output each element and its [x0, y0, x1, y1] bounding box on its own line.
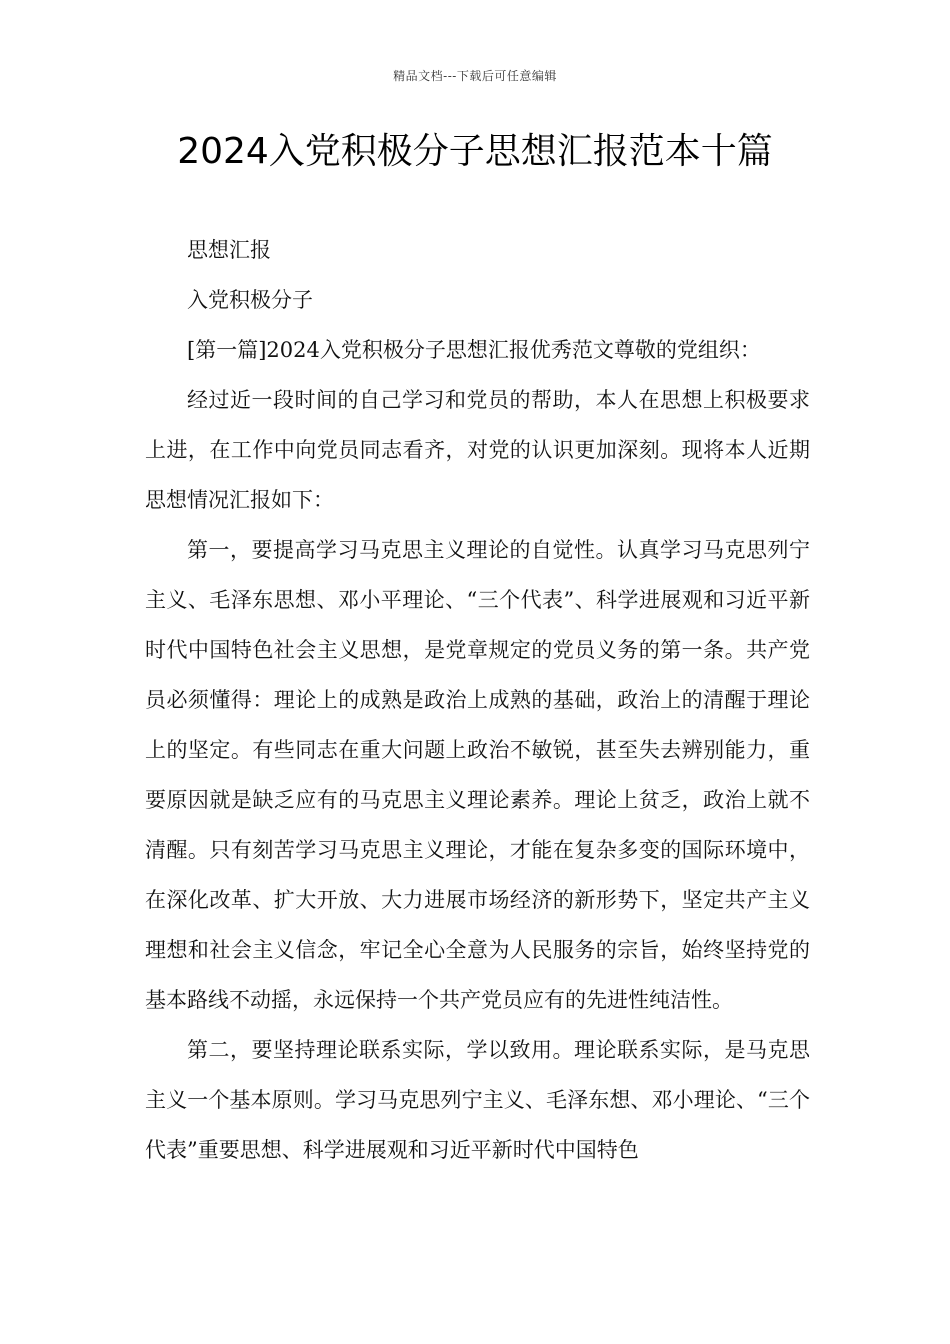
paragraph-heading-report: 思想汇报	[187, 238, 271, 262]
paragraph-heading-activist: 入党积极分子	[187, 288, 313, 312]
paragraph-section-title: [第一篇]2024入党积极分子思想汇报优秀范文尊敬的党组织：	[187, 338, 761, 362]
document-body	[145, 225, 810, 1175]
paragraph-point-two: 第二，要坚持理论联系实际，学以致用。理论联系实际，是马克思主义一个基本原则。学习马克思列宁主义、毛泽东想、邓小理论、“三个代表”重要思想、科学进展观和习近平新时代中国特色	[145, 1038, 810, 1162]
document-title: 2024入党积极分子思想汇报范本十篇	[177, 131, 773, 172]
paragraph-intro: 经过近一段时间的自己学习和党员的帮助，本人在思想上积极要求上进，在工作中向党员同志看齐，对党的认识更加深刻。现将本人近期思想情况汇报如下：	[145, 388, 810, 512]
header-note: 精品文档---下载后可任意编辑	[393, 69, 557, 83]
paragraph-point-one: 第一，要提高学习马克思主义理论的自觉性。认真学习马克思列宁主义、毛泽东思想、邓小平理论、“三个代表”、科学进展观和习近平新时代中国特色社会主义思想，是党章规定的党员义务的第一条。共产党员必须懂得：理论上的成熟是政治上成熟的基础，政治上的清醒于理论上的坚定。有些同志在重大问题上政治不敏锐，甚至失去辨别能力，重要原因就是缺乏应有的马克思主义理论素养。理论上贫乏，政治上就不清醒。只有刻苦学习马克思主义理论，才能在复杂多变的国际环境中，在深化改革、扩大开放、大力进展市场经济的新形势下，坚定共产主义理想和社会主义信念，牢记全心全意为人民服务的宗旨，始终坚持党的基本路线不动摇，永远保持一个共产党员应有的先进性纯洁性。	[145, 538, 810, 1012]
